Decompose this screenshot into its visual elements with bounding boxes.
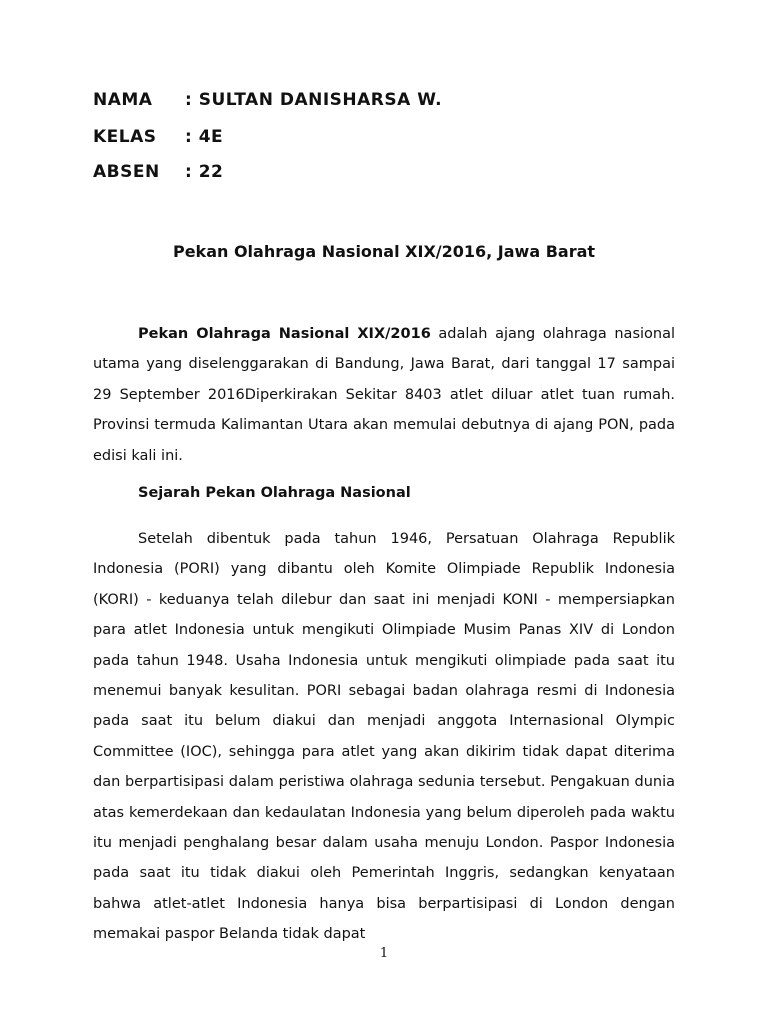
absen-label: ABSEN bbox=[93, 162, 160, 182]
section-text: Setelah dibentuk pada tahun 1946, Persatuan Olahraga Republik Indonesia (PORI) yang dibantu oleh Komite Olimpiade Republik Indonesia (KORI) - keduanya telah dilebur dan saat ini menjadi KONI - mempersiapkan para atlet Indonesia untuk mengikuti Olimpiade Musim Panas XIV di London pada tahun 1948. Usaha Indonesia untuk mengikuti olimpiade pada saat itu menemui banyak kesulitan. PORI sebagai badan olahraga resmi di Indonesia pada saat itu belum diakui dan menjadi anggota Internasional Olympic Committee (IOC), sehingga para atlet yang akan dikirim tidak dapat diterima dan berpartisipasi dalam peristiwa olahraga sedunia tersebut. Pengakuan dunia atas kemerdekaan dan kedaulatan Indonesia yang belum diperoleh pada waktu itu menjadi penghalang besar dalam usaha menuju London. Paspor Indonesia pada saat itu tidak diakui oleh Pemerintah Inggris, sedangkan kenyataan bahwa atlet-atlet Indonesia hanya bisa berpartisipasi di London dengan memakai paspor Belanda tidak dapat bbox=[93, 531, 675, 943]
nama-row bbox=[93, 90, 442, 110]
absen-value: : 22 bbox=[185, 162, 224, 182]
absen-row bbox=[93, 162, 223, 182]
kelas-value: : 4E bbox=[185, 127, 224, 147]
page-number: 1 bbox=[379, 946, 389, 961]
kelas-row bbox=[93, 127, 223, 147]
document-title: Pekan Olahraga Nasional XIX/2016, Jawa Barat bbox=[172, 242, 596, 261]
kelas-label: KELAS bbox=[93, 127, 157, 147]
intro-bold-term: Pekan Olahraga Nasional XIX/2016 bbox=[138, 326, 431, 342]
section-paragraph bbox=[93, 524, 675, 950]
intro-text: adalah ajang olahraga nasional utama yang diselenggarakan di Bandung, Jawa Barat, dari tanggal 17 sampai 29 September 2016Diperkirakan Sekitar 8403 atlet diluar atlet tuan rumah. Provinsi termuda Kalimantan Utara akan memulai debutnya di ajang PON, pada edisi kali ini. bbox=[93, 326, 675, 464]
section-heading: Sejarah Pekan Olahraga Nasional bbox=[138, 485, 411, 501]
nama-value: : SULTAN DANISHARSA W. bbox=[185, 90, 443, 110]
nama-label: NAMA bbox=[93, 90, 153, 110]
intro-paragraph bbox=[93, 319, 675, 471]
